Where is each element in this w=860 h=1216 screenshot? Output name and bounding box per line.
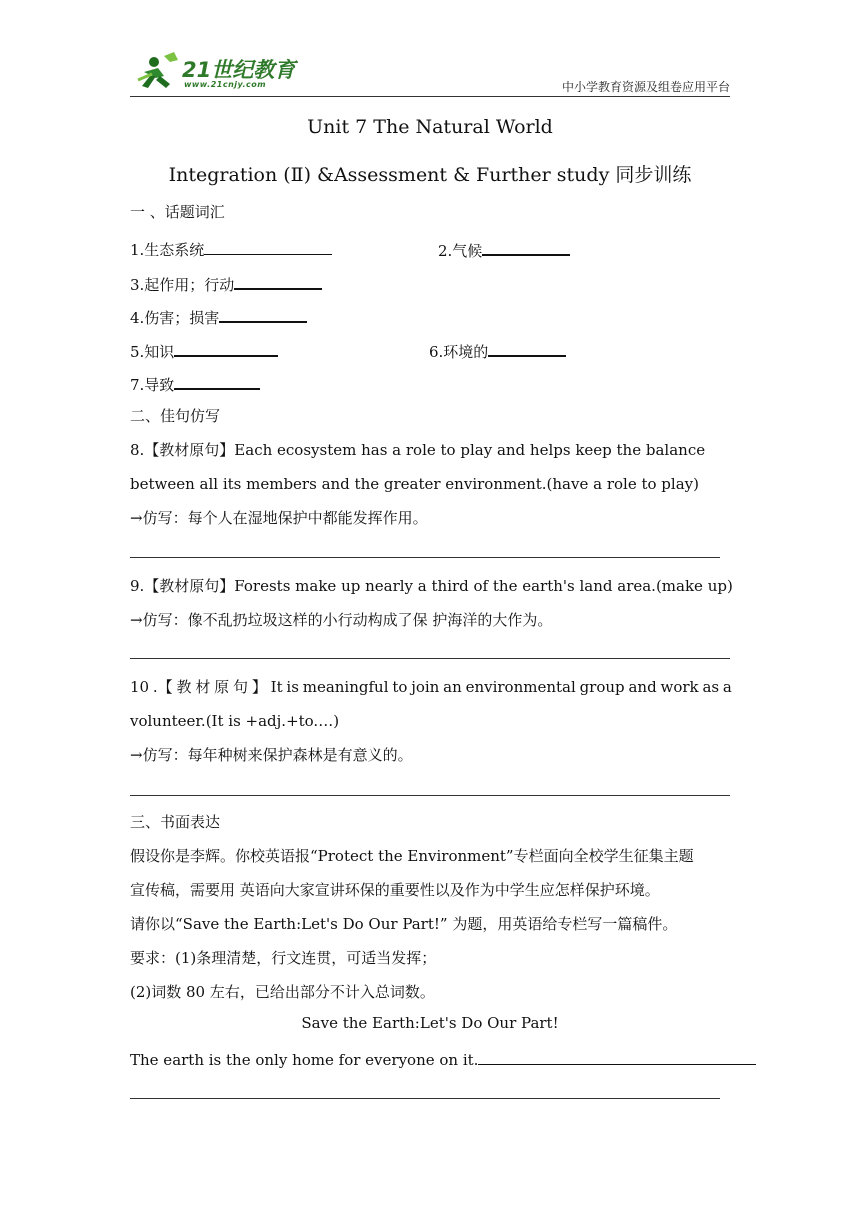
page-title: Unit 7 The Natural World — [307, 116, 553, 138]
q8-original-line2: between all its members and the greater environment.(have a role to play) — [130, 475, 699, 493]
word: join — [411, 678, 440, 696]
vocab-item-2 — [438, 238, 570, 261]
section2-heading: 二、佳句仿写 — [130, 407, 221, 425]
writing-requirement-2: (2)词数 80 左右，已给出部分不计入总词数。 — [130, 983, 435, 1001]
q10-original-line1 — [130, 677, 732, 697]
answer-blank[interactable] — [219, 305, 307, 323]
answer-line[interactable] — [130, 658, 730, 659]
answer-line[interactable] — [130, 557, 720, 558]
answer-blank[interactable] — [488, 339, 566, 357]
platform-label: 中小学教育资源及组卷应用平台 — [561, 80, 730, 94]
writing-requirement-1: 要求：(1)条理清楚，行文连贯，可适当发挥； — [130, 949, 437, 967]
answer-blank[interactable] — [478, 1048, 756, 1065]
vocab-label: 7.导致 — [130, 376, 175, 394]
answer-blank[interactable] — [204, 238, 332, 255]
vocab-item-1 — [130, 238, 332, 260]
vocab-item-6 — [429, 339, 566, 362]
q10-original-line2: volunteer.(It is +adj.+to.…) — [130, 712, 340, 730]
word: 】 — [251, 678, 267, 696]
q9-original: 9.【教材原句】Forests make up nearly a third of the earth's land area.(make up) — [130, 577, 733, 595]
word: 材 — [195, 678, 211, 696]
page-header — [130, 48, 730, 97]
word: group — [579, 678, 625, 696]
essay-opening-text: The earth is the only home for everyone on it. — [130, 1051, 479, 1069]
vocab-item-4 — [130, 305, 307, 328]
q9-imitate-prompt: →仿写：像不乱扔垃圾这样的小行动构成了保 护海洋的大作为。 — [130, 611, 553, 629]
writing-task-line3: 请你以“Save the Earth:Let's Do Our Part!” 为题，用英语给专栏写一篇稿件。 — [130, 915, 678, 933]
logo-text: 21世纪教育 — [182, 58, 296, 82]
word: .【 — [152, 678, 173, 696]
word: a — [722, 678, 732, 696]
word: as — [702, 678, 720, 696]
word: 教 — [176, 678, 192, 696]
answer-line[interactable] — [130, 795, 730, 796]
word: work — [660, 678, 699, 696]
word: meaningful — [302, 678, 389, 696]
vocab-label: 4.伤害；损害 — [130, 309, 220, 327]
word: is — [286, 678, 299, 696]
word: It — [270, 678, 283, 696]
word: 10 — [130, 678, 150, 696]
vocab-label: 3.起作用；行动 — [130, 276, 235, 294]
logo — [134, 50, 304, 94]
vocab-item-5 — [130, 339, 278, 362]
word: environmental — [465, 678, 576, 696]
vocab-label: 2.气候 — [438, 242, 483, 260]
essay-title: Save the Earth:Let's Do Our Part! — [301, 1014, 559, 1032]
writing-task-line1: 假设你是李辉。你校英语报“Protect the Environment”专栏面向全校学生征集主题 — [130, 847, 694, 865]
word: an — [443, 678, 462, 696]
word: to — [392, 678, 408, 696]
q8-original-line1: 8.【教材原句】Each ecosystem has a role to play and helps keep the balance — [130, 441, 706, 459]
vocab-label: 5.知识 — [130, 343, 175, 361]
word: 句 — [232, 678, 248, 696]
vocab-label: 1.生态系统 — [130, 241, 205, 259]
answer-blank[interactable] — [234, 272, 322, 290]
vocab-item-7 — [130, 372, 260, 395]
answer-line[interactable] — [130, 1098, 720, 1099]
section3-heading: 三、书面表达 — [130, 813, 221, 831]
logo-url: www.21cnjy.com — [184, 80, 267, 89]
q10-imitate-prompt: →仿写：每年种树来保护森林是有意义的。 — [130, 746, 413, 764]
word: 原 — [214, 678, 230, 696]
answer-blank[interactable] — [174, 372, 260, 390]
writing-task-line2: 宣传稿，需要用 英语向大家宣讲环保的重要性以及作为中学生应怎样保护环境。 — [130, 881, 660, 899]
word: and — [628, 678, 657, 696]
answer-blank[interactable] — [482, 238, 570, 256]
q8-imitate-prompt: →仿写：每个人在湿地保护中都能发挥作用。 — [130, 509, 428, 527]
answer-blank[interactable] — [174, 339, 278, 357]
section1-heading: 一 、话题词汇 — [130, 203, 225, 221]
essay-opening — [130, 1048, 756, 1070]
vocab-label: 6.环境的 — [429, 343, 489, 361]
page-subtitle: Integration (Ⅱ) &Assessment & Further study 同步训练 — [168, 164, 692, 186]
vocab-item-3 — [130, 272, 322, 295]
